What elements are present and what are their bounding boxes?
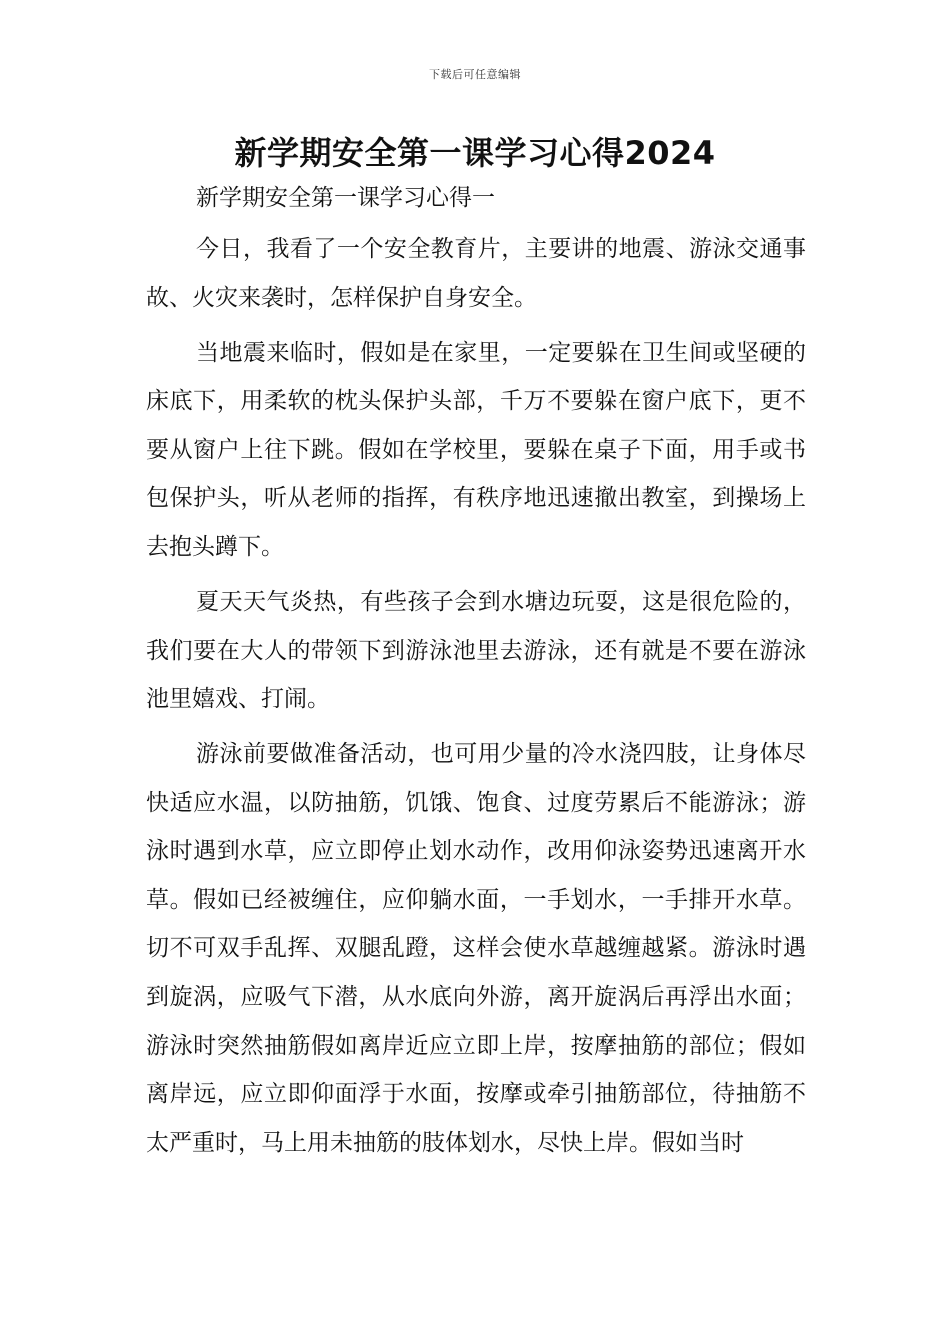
paragraph-1: 今日，我看了一个安全教育片，主要讲的地震、游泳交通事故、火灾来袭时，怎样保护自身安全。 bbox=[146, 236, 806, 311]
body-text bbox=[146, 225, 806, 1174]
header-note: 下载后可任意编辑 bbox=[429, 68, 521, 81]
paragraph-3: 夏天天气炎热，有些孩子会到水塘边玩耍，这是很危险的，我们要在大人的带领下到游泳池里去游泳，还有就是不要在游泳池里嬉戏、打闹。 bbox=[146, 588, 806, 713]
paragraph-4: 游泳前要做准备活动，也可用少量的冷水浇四肢，让身体尽快适应水温，以防抽筋，饥饿、饱食、过度劳累后不能游泳；游泳时遇到水草，应立即停止划水动作，改用仰泳姿势迅速离开水草。假如已经被缠住，应仰躺水面，一手划水，一手排开水草。切不可双手乱挥、双腿乱蹬，这样会使水草越缠越紧。游泳时遇到旋涡，应吸气下潜，从水底向外游，离开旋涡后再浮出水面；游泳时突然抽筋假如离岸近应立即上岸，按摩抽筋的部位；假如离岸远，应立即仰面浮于水面，按摩或牵引抽筋部位，待抽筋不太严重时，马上用未抽筋的肢体划水，尽快上岸。假如当时 bbox=[146, 741, 806, 1156]
paragraph-2: 当地震来临时，假如是在家里，一定要躲在卫生间或坚硬的床底下，用柔软的枕头保护头部，千万不要躲在窗户底下，更不要从窗户上往下跳。假如在学校里，要躲在桌子下面，用手或书包保护头，听从老师的指挥，有秩序地迅速撤出教室，到操场上去抱头蹲下。 bbox=[146, 339, 806, 560]
section-subtitle: 新学期安全第一课学习心得一 bbox=[196, 185, 495, 211]
document-title: 新学期安全第一课学习心得2024 bbox=[234, 134, 716, 172]
